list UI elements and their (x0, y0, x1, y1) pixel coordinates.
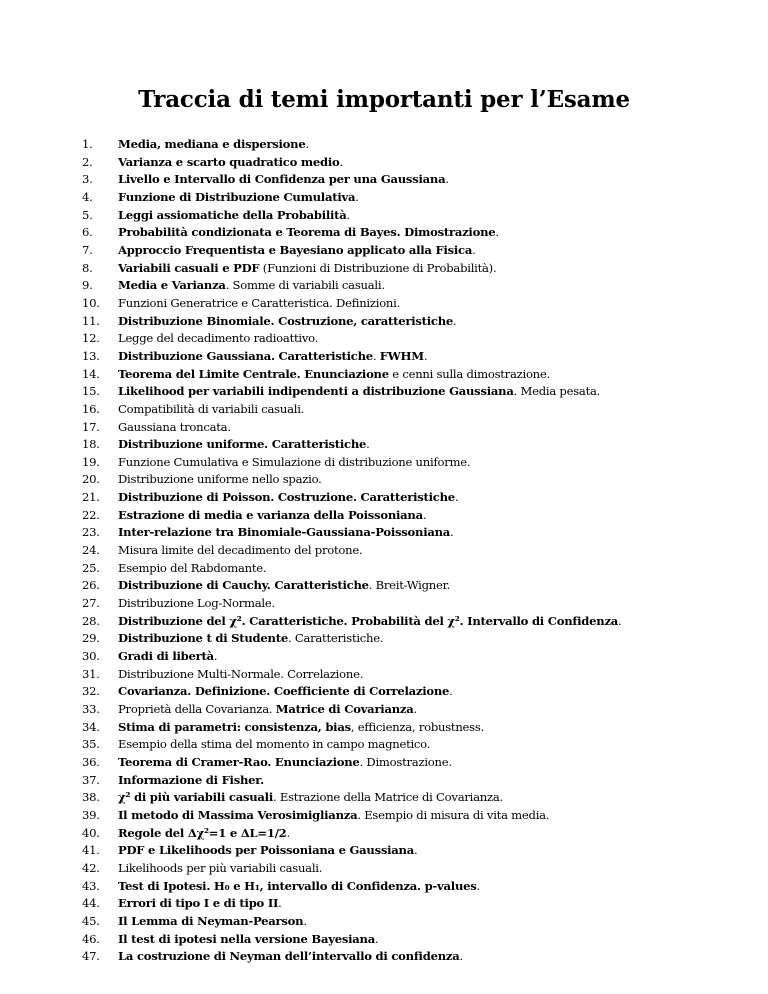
item-number: 5. (82, 207, 93, 222)
item-number: 42. (82, 860, 100, 875)
list-item (82, 348, 722, 366)
item-number: 45. (82, 913, 100, 928)
page-title: Traccia di temi importanti per l’Esame (138, 86, 630, 113)
item-text-bold: Regole del Δχ²=1 e ΔL=1/2 (118, 825, 287, 840)
item-text-bold: Distribuzione del χ². Caratteristiche. Probabilità del χ². Intervallo di Confidenza (118, 613, 619, 628)
item-number: 12. (82, 331, 100, 346)
item-text: Compatibilità di variabili casuali. (118, 401, 305, 416)
item-number: 40. (82, 825, 100, 840)
list-item (82, 895, 722, 913)
item-text: . Somme di variabili casuali. (225, 278, 385, 293)
list-item (82, 577, 722, 595)
item-text: . (423, 348, 428, 363)
item-text: . (355, 189, 359, 204)
item-number: 41. (82, 843, 100, 858)
item-text-bold: Teorema di Cramer-Rao. Enunciazione (118, 754, 360, 769)
item-number: 30. (82, 649, 100, 664)
item-text-bold: Variabili casuali e PDF (118, 260, 260, 275)
list-item (82, 224, 722, 242)
item-text-bold: Approccio Frequentista e Bayesiano applicato alla Fisica (118, 242, 473, 257)
item-text: . (366, 437, 370, 452)
item-number: 26. (82, 578, 100, 593)
item-number: 9. (82, 278, 93, 293)
list-item (82, 878, 722, 896)
item-text: . (454, 490, 459, 505)
item-number: 3. (82, 172, 93, 187)
list-item (82, 436, 722, 454)
list-item (82, 383, 722, 401)
list-item (82, 560, 722, 578)
list-item (82, 754, 722, 772)
item-text-bold: Distribuzione uniforme. Caratteristiche (118, 437, 367, 452)
item-text-bold: Leggi assiomatiche della Probabilità (118, 207, 347, 222)
list-item (82, 507, 722, 525)
item-text: . (413, 702, 417, 716)
item-number: 4. (82, 189, 93, 204)
item-text: . (459, 949, 463, 964)
item-number: 8. (82, 260, 93, 275)
item-text: , efficienza, robustness. (350, 719, 484, 734)
item-text-bold: Estrazione di media e varianza della Poissoniana (118, 507, 423, 522)
list-item (82, 701, 722, 719)
list-item (82, 330, 722, 348)
item-text: . Estrazione della Matrice di Covarianza. (273, 790, 503, 805)
item-text: Distribuzione Multi-Normale. Correlazione. (118, 666, 364, 681)
item-number: 38. (82, 790, 100, 805)
item-text: Funzioni Generatrice e Caratteristica. Definizioni. (118, 295, 401, 310)
item-number: 35. (82, 737, 100, 752)
item-text: . (286, 825, 290, 840)
item-text: . (303, 913, 307, 928)
list-item (82, 630, 722, 648)
item-text: . (374, 931, 379, 946)
list-item (82, 471, 722, 489)
item-number: 39. (82, 807, 100, 822)
item-number: 27. (82, 596, 100, 611)
item-number: 17. (82, 419, 100, 434)
item-text-bold: Livello e Intervallo di Confidenza per una Gaussiana (118, 172, 446, 187)
item-number: 21. (82, 490, 100, 505)
list-item (82, 595, 722, 613)
item-text: . (372, 348, 380, 363)
item-text-bold: Il metodo di Massima Verosimiglianza (118, 807, 358, 822)
item-text-bold: Informazione di Fisher. (118, 772, 264, 787)
item-text-bold: FWHM (379, 348, 424, 363)
list-item (82, 454, 722, 472)
list-item (82, 242, 722, 260)
item-text: . (618, 613, 622, 628)
item-text: . (450, 525, 454, 540)
list-item (82, 931, 722, 949)
item-text-bold: La costruzione di Neyman dell’intervallo di confidenza (118, 949, 460, 964)
item-text-bold: Probabilità condizionata e Teorema di Bayes. Dimostrazione (118, 225, 496, 240)
item-number: 43. (82, 878, 100, 893)
item-text-bold: Distribuzione di Poisson. Costruzione. Caratteristiche (118, 490, 455, 505)
item-number: 23. (82, 525, 100, 540)
item-number: 2. (82, 154, 93, 169)
item-text: . (213, 649, 218, 664)
list-item (82, 948, 722, 966)
item-text-bold: Test di Ipotesi. H₀ e H₁, intervallo di Confidenza. p-values (118, 878, 477, 893)
list-item (82, 736, 722, 754)
list-item (82, 207, 722, 225)
item-number: 11. (82, 313, 100, 328)
item-text-bold: Distribuzione di Cauchy. Caratteristiche (118, 578, 369, 593)
item-text: . (495, 225, 499, 240)
item-text-bold: Distribuzione t di Studente (118, 631, 288, 646)
item-text: e cenni sulla dimostrazione. (388, 366, 550, 381)
item-text-bold: Matrice di Covarianza (275, 702, 414, 716)
list-item (82, 719, 722, 737)
item-text-bold: Teorema del Limite Centrale. Enunciazione (118, 366, 389, 381)
item-text: . (449, 684, 453, 699)
item-number: 13. (82, 348, 100, 363)
list-item (82, 313, 722, 331)
item-number: 15. (82, 384, 100, 399)
item-text: Misura limite del decadimento del protone. (118, 543, 363, 558)
list-item (82, 277, 722, 295)
item-number: 34. (82, 719, 100, 734)
item-number: 31. (82, 666, 100, 681)
list-item (82, 260, 722, 278)
list-item (82, 666, 722, 684)
item-number: 10. (82, 295, 100, 310)
item-number: 14. (82, 366, 100, 381)
item-number: 1. (82, 137, 93, 151)
list-item (82, 136, 722, 154)
list-item (82, 683, 722, 701)
list-item (82, 489, 722, 507)
item-text-bold: Distribuzione Binomiale. Costruzione, caratteristiche (118, 313, 454, 328)
item-text: . (346, 207, 350, 222)
item-text-bold: Il Lemma di Neyman-Pearson (118, 913, 304, 928)
item-text: . (445, 172, 449, 187)
item-number: 44. (82, 896, 100, 911)
list-item (82, 772, 722, 790)
list-item (82, 842, 722, 860)
item-text: . (305, 137, 309, 151)
item-number: 6. (82, 225, 93, 240)
item-number: 37. (82, 772, 100, 787)
item-text: . (422, 507, 427, 522)
item-text: Esempio della stima del momento in campo magnetico. (118, 737, 431, 752)
item-text-bold: Media e Varianza (118, 278, 226, 293)
item-text: (Funzioni di Distribuzione di Probabilità). (259, 260, 497, 275)
item-number: 22. (82, 507, 100, 522)
list-item (82, 789, 722, 807)
item-number: 46. (82, 931, 100, 946)
item-text-bold: Gradi di libertà (118, 649, 214, 664)
item-text: . Dimostrazione. (359, 754, 452, 769)
list-item (82, 913, 722, 931)
list-item (82, 860, 722, 878)
item-text: . Media pesata. (513, 384, 601, 399)
list-item (82, 154, 722, 172)
item-number: 36. (82, 754, 100, 769)
item-number: 20. (82, 472, 100, 487)
list-item (82, 171, 722, 189)
item-number: 28. (82, 613, 100, 628)
item-number: 24. (82, 543, 100, 558)
item-text: . (414, 843, 418, 858)
item-number: 29. (82, 631, 100, 646)
item-text-bold: Errori di tipo I e di tipo II (118, 896, 279, 911)
topic-list (82, 136, 722, 966)
list-item (82, 419, 722, 437)
list-item (82, 295, 722, 313)
item-number: 16. (82, 401, 100, 416)
item-text: . (339, 154, 343, 169)
item-text-bold: Distribuzione Gaussiana. Caratteristiche (118, 348, 373, 363)
item-text-bold: PDF e Likelihoods per Poissoniana e Gaussiana (118, 843, 414, 858)
item-text: Esempio del Rabdomante. (118, 560, 267, 575)
list-item (82, 401, 722, 419)
item-text: . (476, 878, 480, 893)
item-number: 18. (82, 437, 100, 452)
item-text: Funzione Cumulativa e Simulazione di distribuzione uniforme. (118, 454, 471, 469)
list-item (82, 542, 722, 560)
list-item (82, 825, 722, 843)
list-item (82, 648, 722, 666)
item-text-bold: Likelihood per variabili indipendenti a distribuzione Gaussiana (118, 384, 514, 399)
item-text-bold: Inter-relazione tra Binomiale-Gaussiana-Poissoniana (118, 525, 451, 540)
item-text-bold: χ² di più variabili casuali (118, 790, 273, 805)
item-number: 33. (82, 702, 100, 716)
item-text: . Breit-Wigner. (368, 578, 451, 593)
item-text-bold: Il test di ipotesi nella versione Bayesiana (118, 931, 375, 946)
item-number: 25. (82, 560, 100, 575)
list-item (82, 613, 722, 631)
item-number: 32. (82, 684, 100, 699)
item-number: 19. (82, 454, 100, 469)
item-text: Gaussiana troncata. (118, 419, 231, 434)
item-text: Distribuzione uniforme nello spazio. (118, 472, 322, 487)
item-text: Legge del decadimento radioattivo. (118, 331, 319, 346)
item-text-bold: Stima di parametri: consistenza, bias (118, 719, 351, 734)
item-text: Likelihoods per più variabili casuali. (118, 860, 323, 875)
item-text: . (278, 896, 282, 911)
list-item (82, 366, 722, 384)
item-text: . Esempio di misura di vita media. (357, 807, 550, 822)
list-item (82, 189, 722, 207)
item-text: . (453, 313, 457, 328)
item-text-bold: Covarianza. Definizione. Coefficiente di Correlazione (118, 684, 450, 699)
item-text: . (472, 242, 476, 257)
item-text: . Caratteristiche. (287, 631, 384, 646)
item-text: Distribuzione Log-Normale. (118, 596, 275, 611)
list-item (82, 524, 722, 542)
item-text-bold: Varianza e scarto quadratico medio (118, 154, 340, 169)
item-text-bold: Media, mediana e dispersione (118, 137, 306, 151)
item-text: Proprietà della Covarianza. (118, 702, 276, 716)
item-number: 7. (82, 242, 93, 257)
item-text-bold: Funzione di Distribuzione Cumulativa (118, 189, 356, 204)
item-number: 47. (82, 949, 100, 964)
list-item (82, 807, 722, 825)
